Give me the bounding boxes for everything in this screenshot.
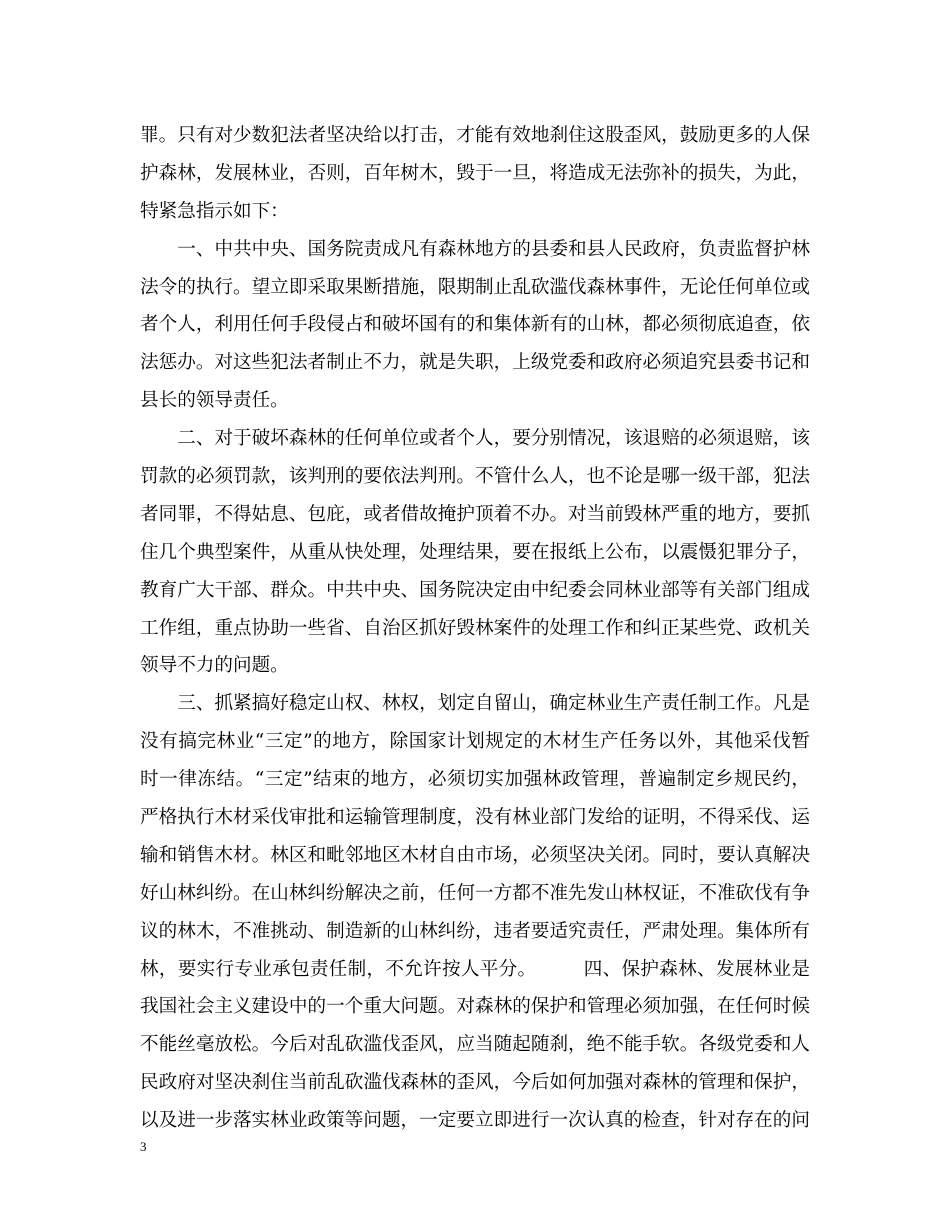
text-line: 以及进一步落实林业政策等问题，一定要立即进行一次认真的检查，针对存在的问 (140, 1110, 810, 1132)
text-line: 不能丝毫放松。今后对乱砍滥伐歪风，应当随起随刹，绝不能手软。各级党委和人 (140, 1034, 810, 1056)
text-line: 者同罪，不得姑息、包庇，或者借故掩护顶着不办。对当前毁林严重的地方，要抓 (140, 503, 810, 525)
text-line: 林，要实行专业承包责任制，不允许按人平分。 四、保护森林、发展林业是 (140, 958, 810, 980)
text-line: 教育广大干部、群众。中共中央、国务院决定由中纪委会同林业部等有关部门组成 (140, 579, 810, 601)
text-line: 者个人，利用任何手段侵占和破坏国有的和集体新有的山林，都必须彻底追查，依 (140, 314, 810, 336)
text-line: 工作组，重点协助一些省、自治区抓好毁林案件的处理工作和纠正某些党、政机关 (140, 617, 810, 639)
text-line: 护森林，发展林业，否则，百年树木，毁于一旦，将造成无法弥补的损失，为此， (140, 162, 810, 184)
text-line: 议的林木，不准挑动、制造新的山林纠纷，违者要适究责任，严肃处理。集体所有 (140, 920, 810, 942)
text-line: 县长的领导责任。 (140, 390, 289, 412)
text-line: 罚款的必须罚款，该判刑的要依法判刑。不管什么人，也不论是哪一级干部，犯法 (140, 466, 810, 488)
document-body (140, 117, 810, 1140)
text-line: 法惩办。对这些犯法者制止不力，就是失职，上级党委和政府必须追究县委书记和 (140, 352, 810, 374)
text-line: 三、抓紧搞好稳定山权、林权，划定自留山，确定林业生产责任制工作。凡是 (140, 693, 810, 715)
text-line: 领导不力的问题。 (140, 655, 289, 677)
text-line: 输和销售木材。林区和毗邻地区木材自由市场，必须坚决关闭。同时，要认真解决 (140, 844, 810, 866)
text-line: 时一律冻结。“三定”结束的地方，必须切实加强林政管理，普遍制定乡规民约， (140, 769, 810, 791)
text-line: 特紧急指示如下： (140, 200, 289, 222)
text-line: 我国社会主义建设中的一个重大问题。对森林的保护和管理必须加强，在任何时候 (140, 996, 810, 1018)
text-line: 好山林纠纷。在山林纠纷解决之前，任何一方都不准先发山林权证，不准砍伐有争 (140, 882, 810, 904)
text-line: 二、对于破坏森林的任何单位或者个人，要分别情况，该退赔的必须退赔，该 (140, 428, 810, 450)
text-line: 严格执行木材采伐审批和运输管理制度，没有林业部门发给的证明，不得采伐、运 (140, 807, 810, 829)
text-line: 一、中共中央、国务院责成凡有森林地方的县委和县人民政府，负责监督护林 (140, 238, 810, 260)
page-number: 3 (140, 1139, 147, 1154)
text-line: 民政府对坚决刹住当前乱砍滥伐森林的歪风，今后如何加强对森林的管理和保护， (140, 1072, 810, 1094)
text-line: 罪。只有对少数犯法者坚决给以打击，才能有效地刹住这股歪风，鼓励更多的人保 (140, 125, 810, 146)
text-line: 没有搞完林业“三定”的地方，除国家计划规定的木材生产任务以外，其他采伐暂 (140, 731, 810, 753)
text-line: 法令的执行。望立即采取果断措施，限期制止乱砍滥伐森林事件，无论任何单位或 (140, 276, 810, 298)
text-line: 住几个典型案件，从重从快处理，处理结果，要在报纸上公布，以震慑犯罪分子， (140, 541, 810, 563)
